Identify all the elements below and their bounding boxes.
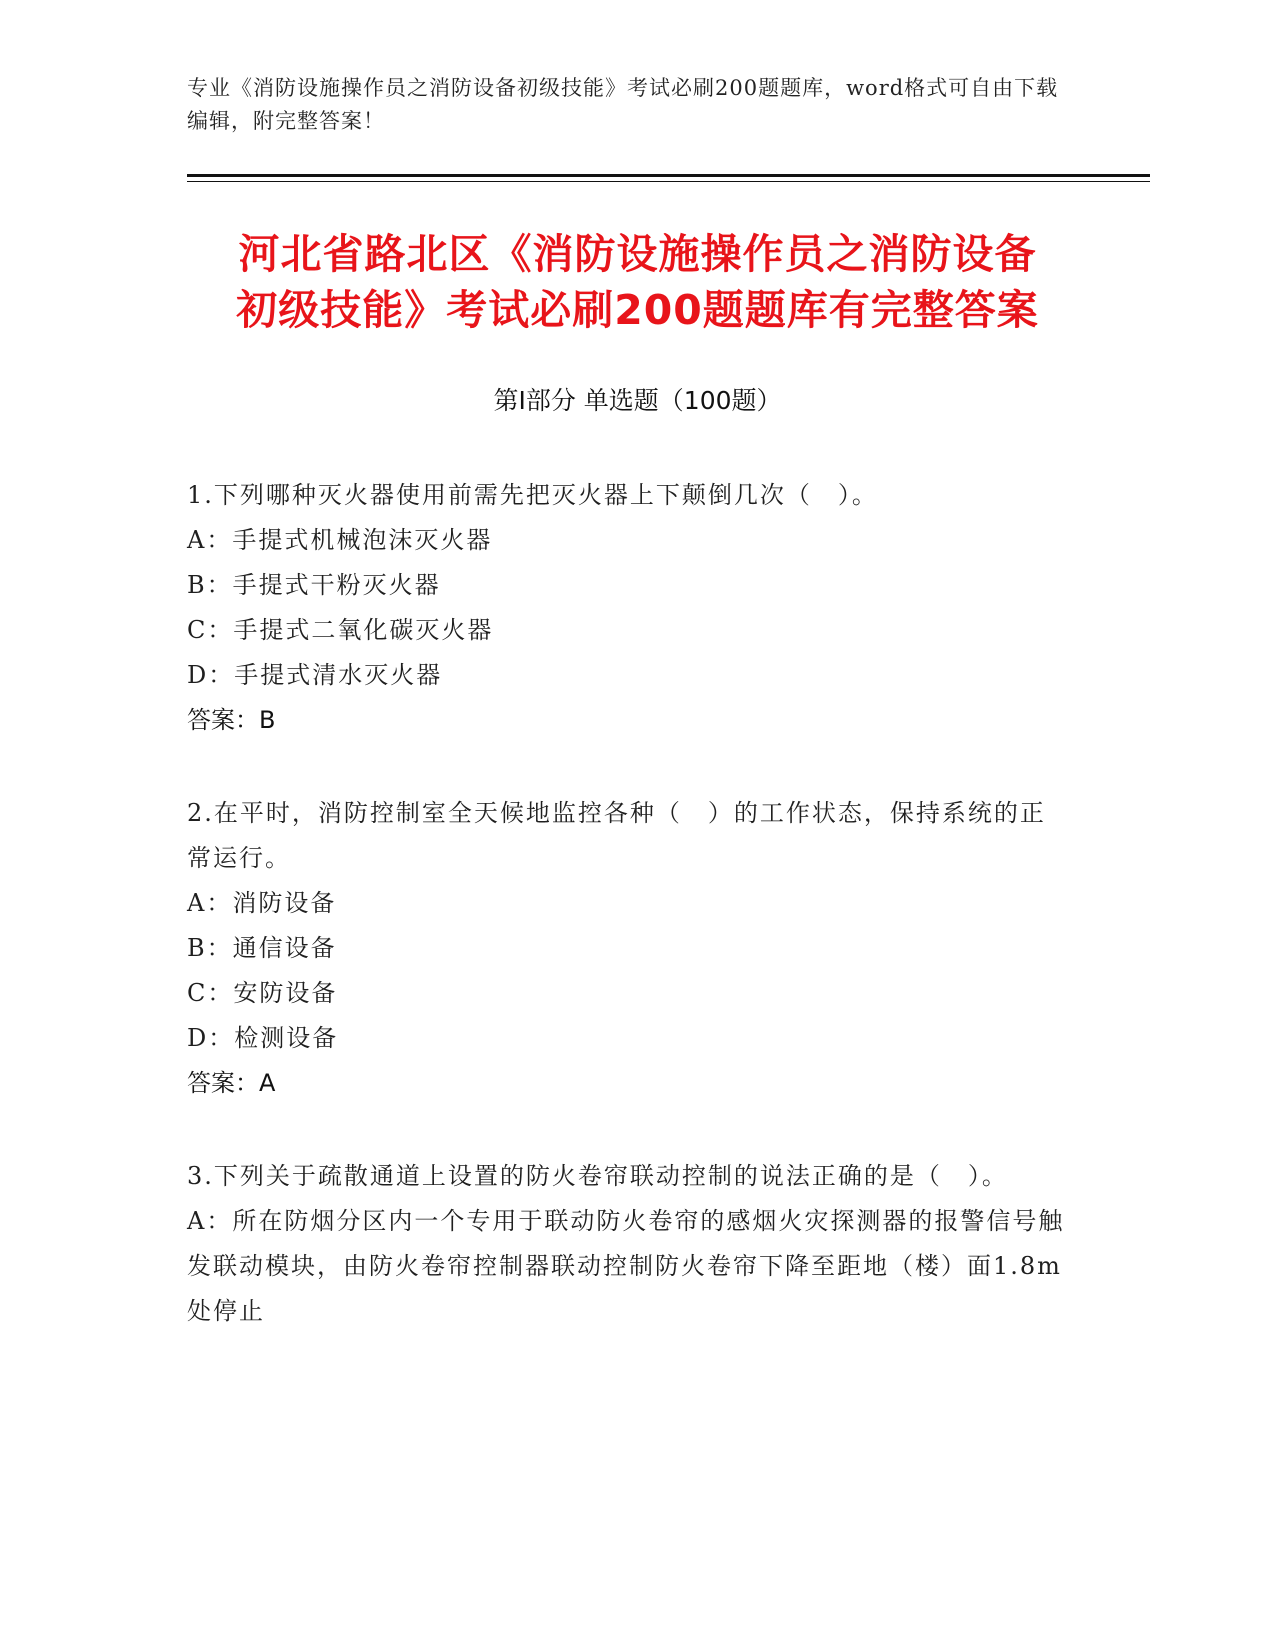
option-a: A：消防设备 bbox=[187, 889, 337, 917]
question-stem: 3.下列关于疏散通道上设置的防火卷帘联动控制的说法正确的是（ ）。 bbox=[187, 1162, 1008, 1190]
option-a: A：手提式机械泡沫灭火器 bbox=[187, 526, 493, 554]
question-3 bbox=[187, 1154, 1067, 1334]
answer: 答案：B bbox=[187, 706, 276, 734]
section-title: 第Ⅰ部分 单选题（100题） bbox=[493, 386, 782, 415]
document-title-line-1: 河北省路北区《消防设施操作员之消防设备 bbox=[238, 230, 1037, 278]
document-title bbox=[150, 226, 1125, 338]
option-a: A：所在防烟分区内一个专用于联动防火卷帘的感烟火灾探测器的报警信号触发联动模块，由防火卷帘控制器联动控制防火卷帘下降至距地（楼）面1.8m处停止 bbox=[187, 1207, 1065, 1325]
question-2 bbox=[187, 791, 1067, 1106]
header-rule-thick bbox=[187, 174, 1150, 177]
document-title-line-2: 初级技能》考试必刷200题题库有完整答案 bbox=[236, 286, 1039, 334]
header-rule-thin bbox=[187, 181, 1150, 182]
option-b: B：通信设备 bbox=[187, 934, 337, 962]
question-1 bbox=[187, 473, 1067, 743]
answer: 答案：A bbox=[187, 1069, 276, 1097]
option-c: C：手提式二氧化碳灭火器 bbox=[187, 616, 494, 644]
header-note: 专业《消防设施操作员之消防设备初级技能》考试必刷200题题库，word格式可自由下载编辑，附完整答案！ bbox=[187, 76, 1059, 133]
option-d: D：手提式清水灭火器 bbox=[187, 661, 443, 689]
option-d: D：检测设备 bbox=[187, 1024, 339, 1052]
question-stem: 1.下列哪种灭火器使用前需先把灭火器上下颠倒几次（ ）。 bbox=[187, 481, 878, 509]
option-b: B：手提式干粉灭火器 bbox=[187, 571, 441, 599]
option-c: C：安防设备 bbox=[187, 979, 338, 1007]
question-stem: 2.在平时，消防控制室全天候地监控各种（ ）的工作状态，保持系统的正常运行。 bbox=[187, 799, 1046, 872]
